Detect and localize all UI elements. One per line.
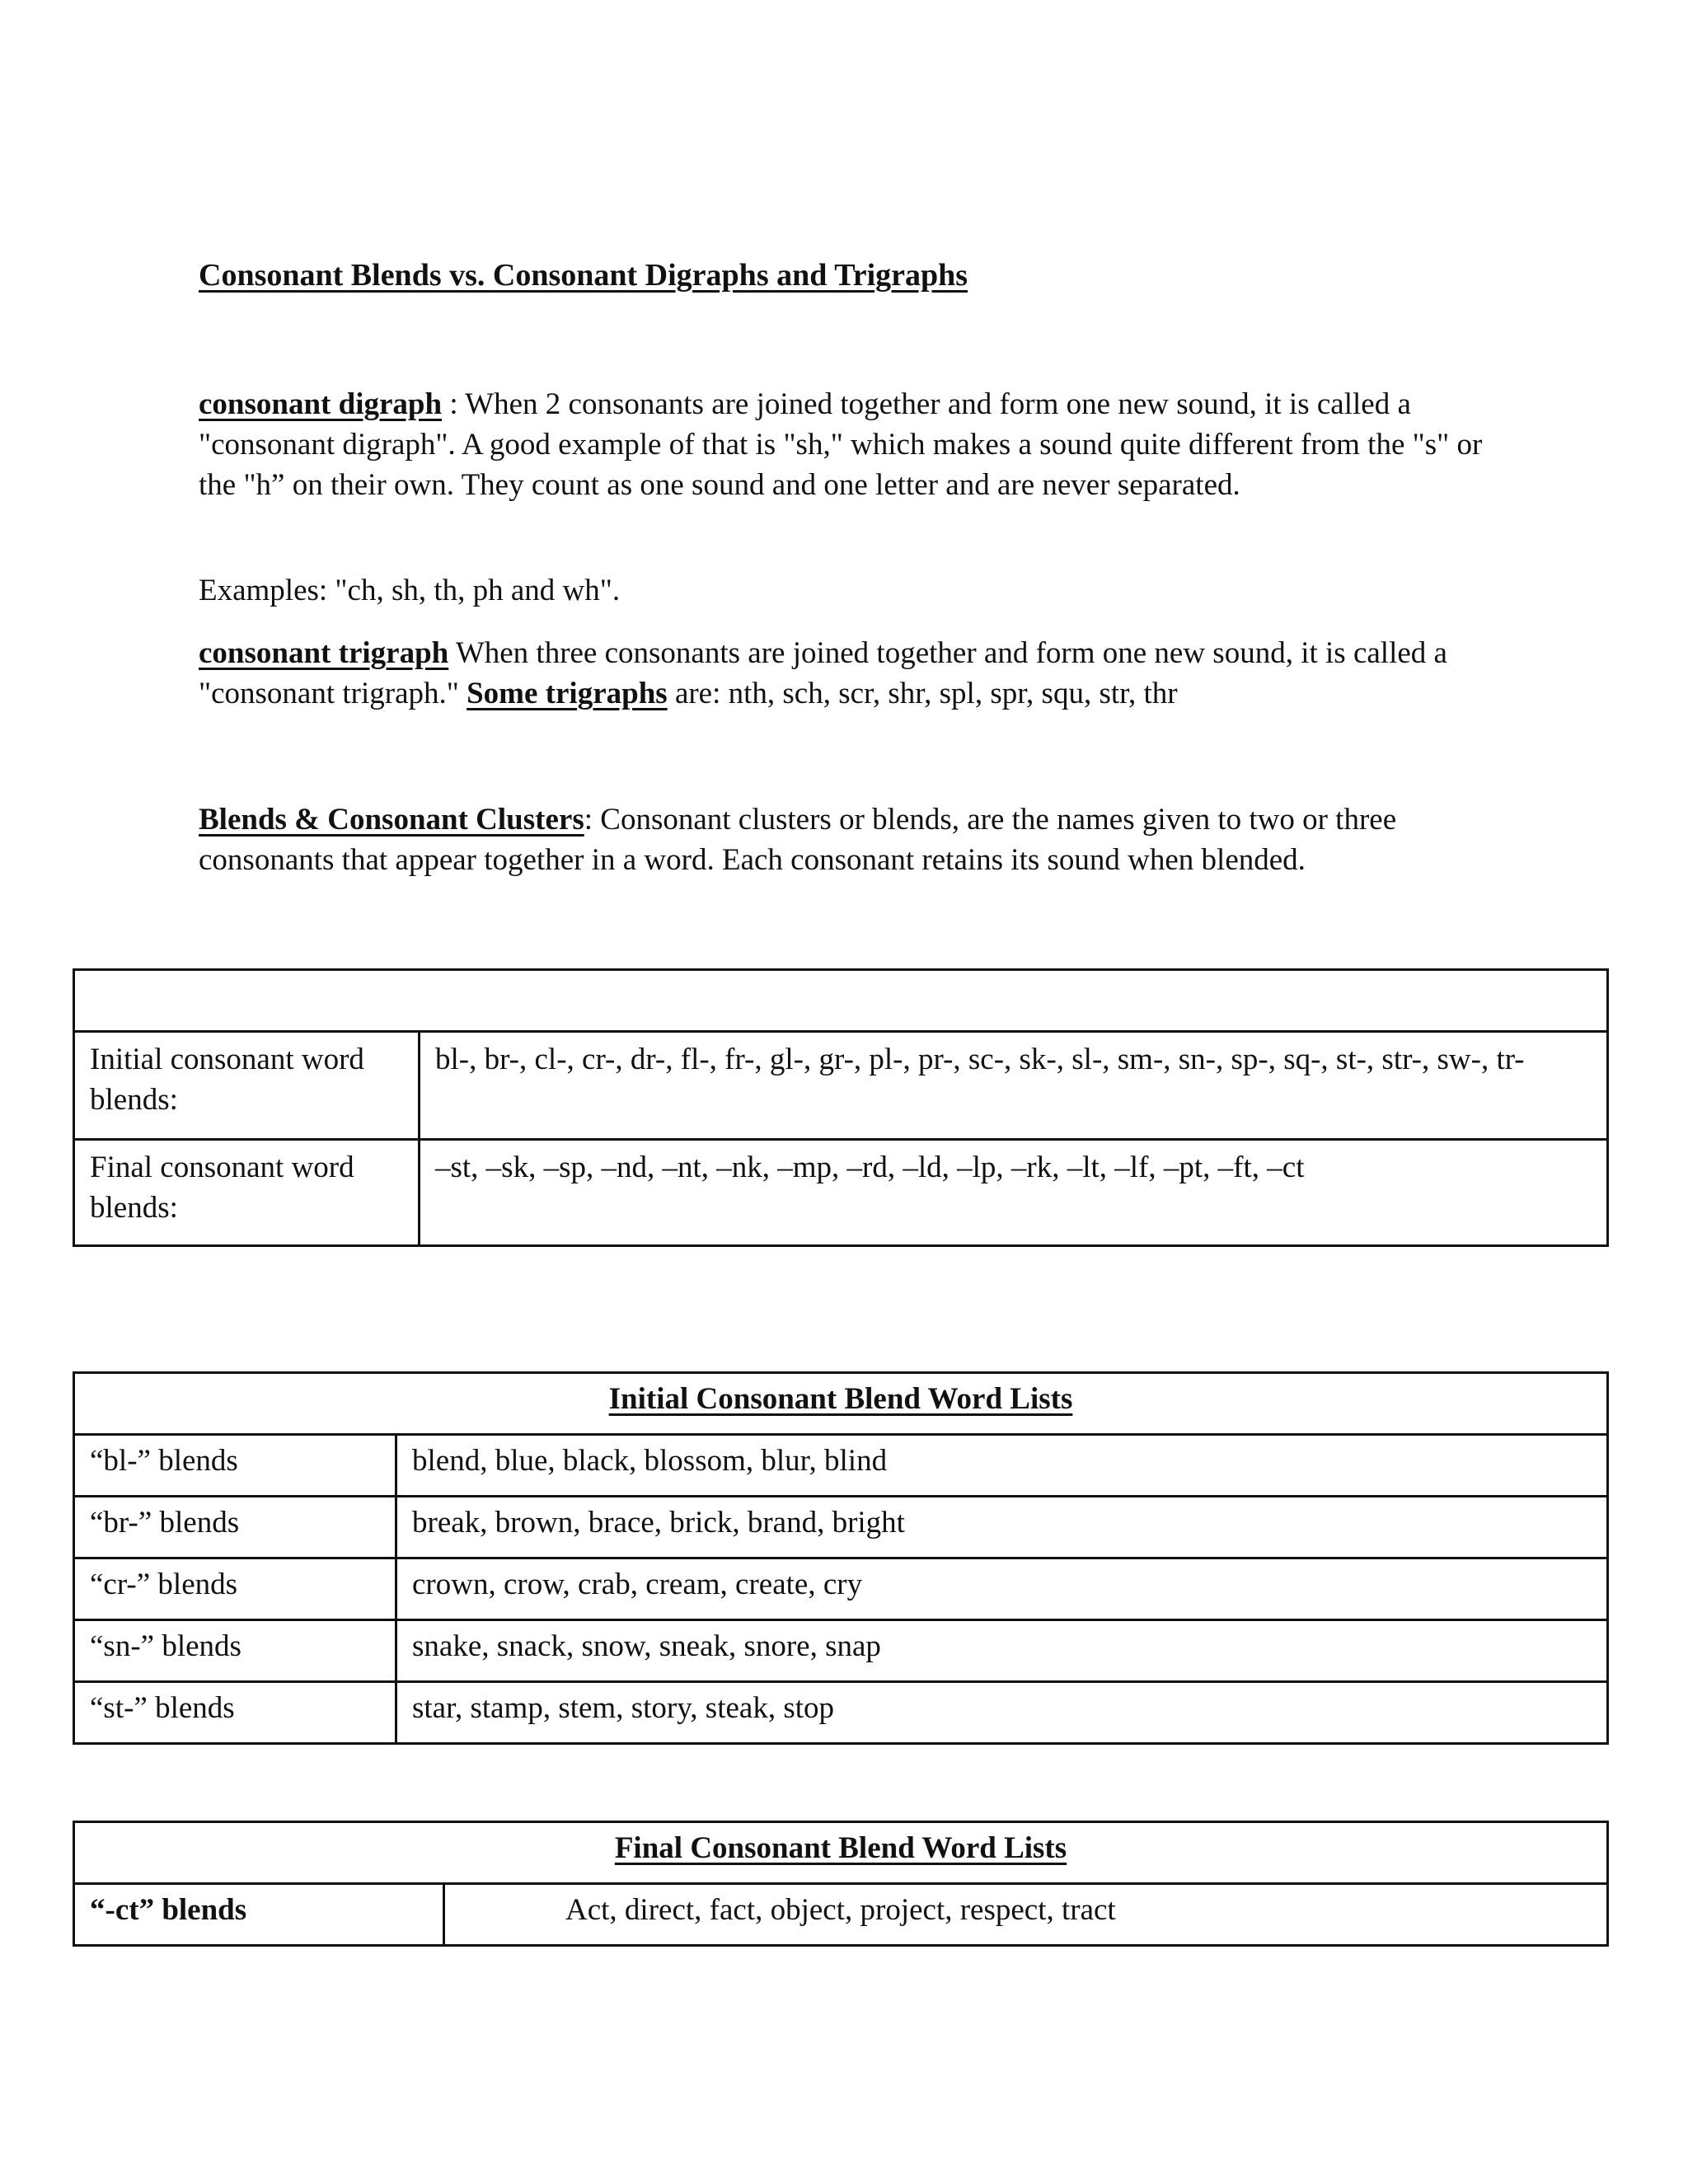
- digraph-definition: [199, 384, 1484, 505]
- table-title-row: [74, 1373, 1608, 1435]
- blend-label: “cr-” blends: [74, 1558, 396, 1620]
- table-row: [74, 1682, 1608, 1744]
- trigraph-definition: [199, 633, 1484, 714]
- row-value: –st, –sk, –sp, –nd, –nt, –nk, –mp, –rd, –ld, –lp, –rk, –lt, –lf, –pt, –ft, –ct: [420, 1140, 1608, 1246]
- table-title-row: [74, 1822, 1608, 1884]
- blend-words: crown, crow, crab, cream, create, cry: [396, 1558, 1608, 1620]
- table-title-cell: [74, 1822, 1608, 1884]
- row-label: Final consonant word blends:: [74, 1140, 420, 1246]
- blends-definition: [199, 799, 1484, 880]
- final-blend-word-lists-table: [73, 1821, 1609, 1947]
- table-row: [74, 1558, 1608, 1620]
- table-row: [74, 1140, 1608, 1246]
- table-title-cell: [74, 1373, 1608, 1435]
- table-row: [74, 1620, 1608, 1682]
- trigraph-text: When three consonants are joined together and form one new sound, it is called a "consonant trigraph.": [199, 636, 1447, 710]
- digraph-examples: Examples: "ch, sh, th, ph and wh".: [199, 574, 621, 607]
- trigraph-some-label: Some trigraphs: [467, 677, 668, 710]
- blends-text: : Consonant clusters or blends, are the names given to two or three consonants that appear together in a word. Each consonant retains its sound when blended.: [199, 803, 1397, 877]
- empty-header-cell: [74, 970, 1608, 1032]
- page-title: Consonant Blends vs. Consonant Digraphs and Trigraphs: [199, 258, 968, 293]
- table-header-row: [74, 970, 1608, 1032]
- blend-words: star, stamp, stem, story, steak, stop: [396, 1682, 1608, 1744]
- row-value: bl-, br-, cl-, cr-, dr-, fl-, fr-, gl-, gr-, pl-, pr-, sc-, sk-, sl-, sm-, sn-, sp-, sq-, st-, str-, sw-, tr-: [420, 1032, 1608, 1140]
- blend-words: Act, direct, fact, object, project, respect, tract: [444, 1884, 1608, 1946]
- trigraph-term: consonant trigraph: [199, 636, 449, 670]
- blend-words: snake, snack, snow, sneak, snore, snap: [396, 1620, 1608, 1682]
- blend-label: “br-” blends: [74, 1497, 396, 1558]
- digraph-text: : When 2 consonants are joined together and form one new sound, it is called a "consonant digraph". A good example of that is "sh," which makes a sound quite different from the "s" or the "h” on their own. They count as one sound and one letter and are never separated.: [199, 387, 1483, 502]
- table-row: [74, 1435, 1608, 1497]
- blend-words: break, brown, brace, brick, brand, bright: [396, 1497, 1608, 1558]
- blend-label: “sn-” blends: [74, 1620, 396, 1682]
- table-row: [74, 1884, 1608, 1946]
- blend-summary-table: [73, 968, 1609, 1247]
- table-row: [74, 1032, 1608, 1140]
- row-label: Initial consonant word blends:: [74, 1032, 420, 1140]
- digraph-term: consonant digraph: [199, 387, 443, 421]
- table-title: Initial Consonant Blend Word Lists: [608, 1382, 1073, 1416]
- trigraph-list: are: nth, sch, scr, shr, spl, spr, squ, str, thr: [667, 677, 1178, 710]
- table-row: [74, 1497, 1608, 1558]
- blend-label: “st-” blends: [74, 1682, 396, 1744]
- table-title: Final Consonant Blend Word Lists: [614, 1831, 1067, 1865]
- blend-label: “bl-” blends: [74, 1435, 396, 1497]
- blend-label: “-ct” blends: [74, 1884, 444, 1946]
- initial-blend-word-lists-table: [73, 1371, 1609, 1745]
- blends-term: Blends & Consonant Clusters: [199, 803, 584, 837]
- blend-words: blend, blue, black, blossom, blur, blind: [396, 1435, 1608, 1497]
